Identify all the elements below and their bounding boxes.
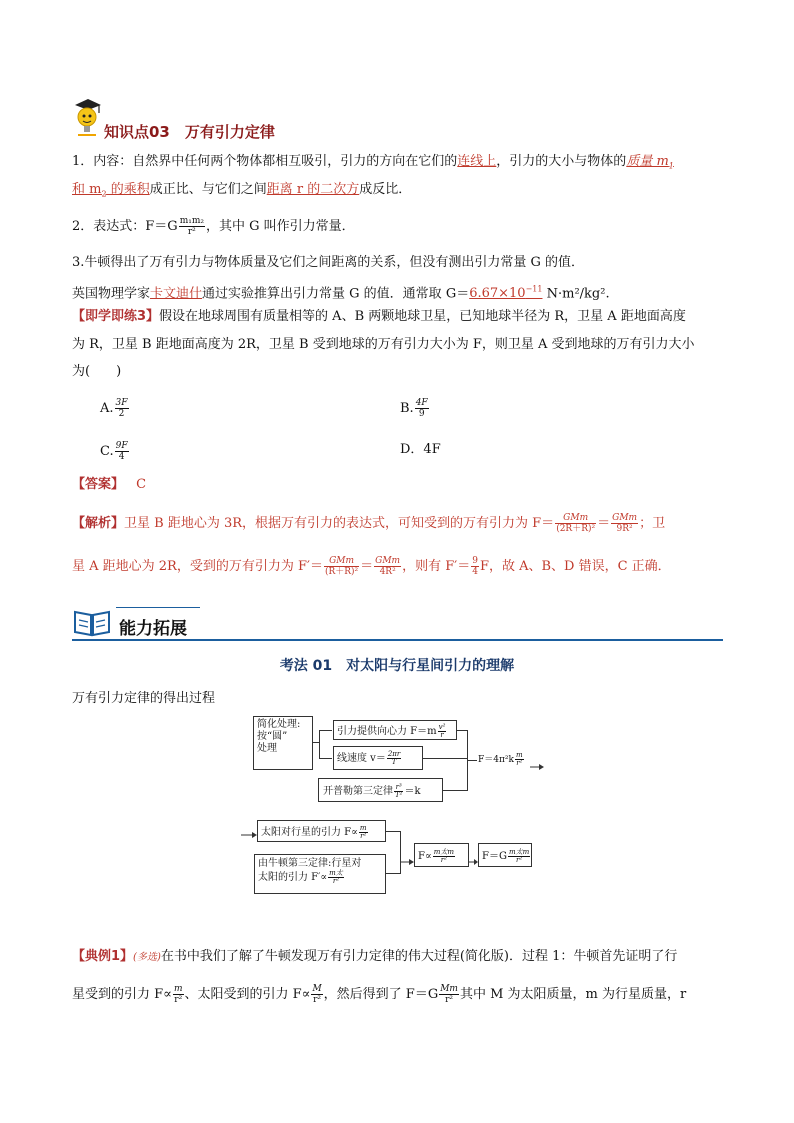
banner-top-rule [116,607,200,608]
mascot-icon [72,97,102,137]
flow2-box-result: F＝G $\frac{\text{m太m}}{\text{r²}}$ [478,843,532,867]
book-icon [72,606,112,638]
banner-rule [72,639,723,641]
answer-tag: 【答案】 [72,477,125,492]
flow1-connector [443,790,467,791]
keyword-link: 和 $m_2$ 的乘积 [72,182,150,199]
flow-subtitle: 万有引力定律的得出过程 [72,691,216,706]
option-d: D．4F [400,442,441,457]
flow2-connector [386,873,400,874]
keyword-link: 连线上 [457,154,497,169]
knowledge-item-3-line-1: 3.牛顿得出了万有引力与物体质量及它们之间距离的关系，但没有测出引力常量 G 的值． [72,255,585,270]
example-tag: 【典例1】 [72,949,134,964]
analysis-tag: 【解析】 [72,516,125,531]
text: 1．内容：自然界中任何两个物体都相互吸引，引力的方向在它们的 [72,154,458,169]
method-title: 考法 01 对太阳与行星间引力的理解 [279,658,515,674]
practice-line-3: 为( ) [72,364,122,379]
arrow-right-icon [241,824,257,832]
practice-tag: 【即学即练3】 [72,309,160,324]
flow2-box-newton-third: 由牛顿第三定律:行星对 太阳的引力 F′∝ $\frac{\text{m太}}{\text{r²}}$ [254,854,386,894]
flow1-box-kepler: 开普勒第三定律 $\frac{\text{r³}}{\text{T²}}$ ＝k [318,778,443,802]
option-b: B. $\frac{4F}{9}$ [400,398,428,419]
knowledge-item-2: 2．表达式：F＝G $\frac{\text{m₁m₂}}{\text{r²}}$ ，其中 G 叫作引力常量． [72,216,355,237]
option-a: A. $\frac{3F}{2}$ [100,398,128,419]
flow2-connector [386,831,400,832]
flow1-connector [457,730,467,731]
keyword-link: 质量 $m_1$ [626,154,674,171]
keyword-link: 卡文迪什 [150,286,203,302]
practice-line-2: 为 R，卫星 B 距地面高度为 2R，卫星 B 受到地球的万有引力大小为 F，则卫星 A 受到地球的万有引力大小 [72,337,695,352]
flow1-connector [467,760,477,761]
extension-banner: 能力拓展 [119,619,187,639]
knowledge-heading: 知识点03 万有引力定律 [104,123,275,141]
answer-line [72,476,146,494]
flow2-box-proportional: F∝ $\frac{\text{m太m}}{\text{r²}}$ [414,843,469,867]
text: 成正比、与它们之间 [149,182,267,197]
flow2-box-sun-force: 太阳对行星的引力 F∝ $\frac{m}{\text{r²}}$ [257,820,386,842]
flow1-connector [319,730,332,731]
arrow-right-icon [469,851,478,859]
flow1-box-centripetal: 引力提供向心力 F＝m $\frac{\text{v²}}{r}$ [333,720,457,740]
flow1-box-velocity: 线速度 v＝ $\frac{2\pi r}{T}$ [333,746,423,770]
keyword-link: 距离 r 的二次方 [266,182,360,197]
example-line-1: 【典例1】(多选)在书中我们了解了牛顿发现万有引力定律的伟大过程(简化版)．过程 1：牛顿首先证明了行 [72,949,678,964]
answer-value: C [136,477,147,492]
formula-fraction: $\frac{\text{m₁m₂}}{\text{r²}}$ [179,216,204,237]
flow1-connector [319,758,332,759]
analysis-line-1: 【解析】卫星 B 距地心为 3R，根据万有引力的表达式，可知受到的万有引力为 F＝ $\frac{\text{GMm}}{\text{(2R＋R)²}}$ ＝ $\frac{\text{GMm}}{\text{9R²}}$ ；卫 [72,513,666,534]
knowledge-item-1-line-1 [72,153,674,176]
text: ，引力的大小与物体的 [496,154,627,169]
option-c: C. $\frac{9F}{4}$ [100,441,128,462]
flow1-box-simplify: 简化处理: 按“圆” 处理 [253,716,313,770]
knowledge-item-3-line-2: 英国物理学家卡文迪什通过实验推算出引力常量 G 的值．通常取 $G=6.67\times 10^{-11}$ N·m²/kg². [72,285,610,302]
analysis-line-2: 星 A 距地心为 2R，受到的万有引力为 F′＝ $\frac{\text{GMm}}{\text{(R＋R)²}}$ ＝ $\frac{\text{GMm}}{\text{4R²}}$ ，则有 F′＝ $\frac{9}{4}$ F，故 A、B、D 错误，C 正确． [72,556,671,577]
flow1-connector [319,730,320,758]
flow1-result: F＝4π²k $\frac{m}{\text{r²}}$ [478,751,523,767]
text: 成反比． [359,182,412,197]
example-note: (多选) [133,952,161,963]
flow1-connector [423,758,467,759]
practice-line-1: 【即学即练3】假设在地球周围有质量相等的 A、B 两颗地球卫星，已知地球半径为 R，卫星 A 距地面高度 [72,309,686,324]
example-line-2: 星受到的引力 F∝ $\frac{m}{\text{r²}}$ 、太阳受到的引力 F∝ $\frac{M}{\text{r²}}$ ，然后得到了 F＝G $\frac{Mm}{\text{r²}}$ 其中 M 为太阳质量，m 为行星质量，r [72,984,687,1005]
arrow-right-icon [401,851,414,859]
knowledge-item-1-line-2 [72,181,411,204]
keyword-link: $6.67\times 10^{-11}$ [469,285,543,302]
arrow-right-icon [530,756,544,764]
